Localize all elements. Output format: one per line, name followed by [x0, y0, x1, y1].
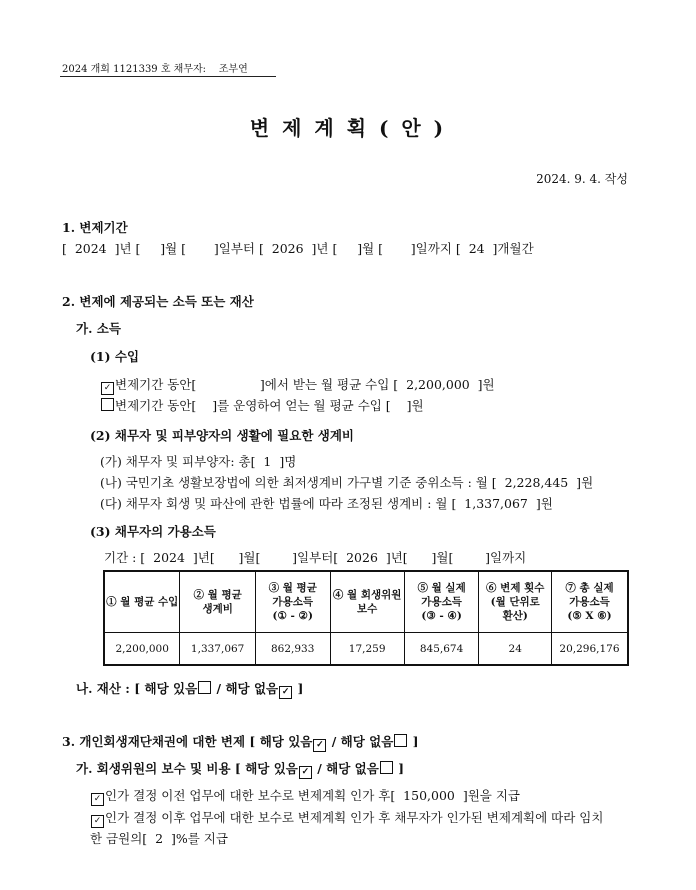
- col-total-available: ⑦ 총 실제 가용소득 (⑤ X ⑥): [551, 571, 628, 633]
- living-cost-heading: (2) 채무자 및 피부양자의 생활에 필요한 생계비: [90, 428, 354, 443]
- business-checkbox[interactable]: [101, 398, 114, 411]
- dependents-line: (가) 채무자 및 피부양자: 총[ 1 ]명: [100, 454, 297, 469]
- income-subheading: 가. 소득: [76, 321, 121, 336]
- pre-approval-fee-checkbox[interactable]: ✓: [91, 793, 104, 806]
- document-title: 변 제 계 획 ( 안 ): [249, 116, 447, 140]
- salary-checkbox[interactable]: ✓: [101, 382, 114, 395]
- header-underline: [60, 76, 276, 77]
- property-end: ]: [293, 681, 304, 696]
- section1-heading: 1. 변제기간: [62, 220, 128, 235]
- col-living-cost: ② 월 평균 생계비: [180, 571, 255, 633]
- cell-total-available: 20,296,176: [551, 633, 628, 666]
- post-approval-fee-line-2: 한 금원의[ 2 ]%를 지급: [90, 831, 228, 846]
- income-option-business: [100, 396, 424, 414]
- commissioner-fee-heading: [76, 759, 404, 779]
- pre-approval-fee-text: 인가 결정 이전 업무에 대한 보수로 변제계획 인가 후[ 150,000 ]원을 지급: [105, 788, 520, 803]
- commissioner-fee-end: ]: [393, 761, 405, 776]
- property-sep: / 해당 없음: [212, 681, 279, 696]
- table-header-row: [104, 571, 628, 633]
- available-income-heading: (3) 채무자의 가용소득: [90, 524, 216, 539]
- median-income-line: (나) 국민기초 생활보장법에 의한 최저생계비 가구별 기준 중위소득 : 월 [ 2,228,445 ]원: [100, 475, 594, 490]
- estate-claim-yes-checkbox[interactable]: ✓: [313, 739, 326, 752]
- post-approval-fee-line: [90, 808, 603, 828]
- income-option-salary-text: 변제기간 동안[ ]에서 받는 월 평균 수입 [ 2,200,000 ]원: [115, 377, 495, 392]
- col-monthly-income: ① 월 평균 수입: [104, 571, 180, 633]
- income-heading: (1) 수입: [90, 349, 140, 364]
- debtor-name: 조부연: [218, 64, 248, 75]
- section2-heading: 2. 변제에 제공되는 소득 또는 재산: [62, 294, 254, 309]
- income-option-business-text: 변제기간 동안[ ]를 운영하여 얻는 월 평균 수입 [ ]원: [115, 398, 424, 413]
- repayment-period-line: [ 2024 ]년 [ ]월 [ ]일부터 [ 2026 ]년 [ ]월 [ ]일까지 [ 24 ]개월간: [62, 241, 534, 256]
- cell-living-cost: 1,337,067: [180, 633, 255, 666]
- document-date: 2024. 9. 4. 작성: [536, 172, 628, 186]
- post-approval-fee-checkbox[interactable]: ✓: [91, 815, 104, 828]
- col-actual-available: ⑤ 월 실제 가용소득 (③ - ④): [404, 571, 479, 633]
- section3-label: 3. 개인회생재단채권에 대한 변제 [ 해당 있음: [62, 734, 313, 749]
- col-commissioner-fee: ④ 월 회생위원 보수: [330, 571, 404, 633]
- cell-repayment-count: 24: [479, 633, 552, 666]
- commissioner-fee-sep: / 해당 없음: [312, 761, 379, 776]
- available-income-table: [103, 570, 629, 666]
- cell-actual-available: 845,674: [404, 633, 479, 666]
- post-approval-fee-text: 인가 결정 이후 업무에 대한 보수로 변제계획 인가 후 채무자가 인가된 변제계획에 따라 임치: [105, 810, 604, 825]
- col-available-income: ③ 월 평균 가용소득 (① - ②): [255, 571, 330, 633]
- property-label: 나. 재산 : [ 해당 있음: [76, 681, 198, 696]
- property-line: [76, 679, 303, 699]
- col-repayment-count: ⑥ 변제 횟수 (월 단위로 환산): [479, 571, 552, 633]
- commissioner-fee-yes-checkbox[interactable]: ✓: [299, 766, 312, 779]
- section3-end: ]: [408, 734, 419, 749]
- case-number: 2024 개회 1121339 호 채무자:: [62, 64, 207, 75]
- cell-monthly-income: 2,200,000: [104, 633, 180, 666]
- available-income-period: 기간 : [ 2024 ]년[ ]월[ ]일부터[ 2026 ]년[ ]월[ ]일까지: [104, 550, 527, 565]
- adjusted-living-cost-line: (다) 채무자 회생 및 파산에 관한 법률에 따라 조정된 생계비 : 월 [ 1,337,067 ]원: [100, 496, 553, 511]
- estate-claim-no-checkbox[interactable]: [394, 734, 407, 747]
- case-header: [62, 60, 248, 75]
- cell-commissioner-fee: 17,259: [330, 633, 404, 666]
- cell-available-income: 862,933: [255, 633, 330, 666]
- commissioner-fee-no-checkbox[interactable]: [380, 761, 393, 774]
- pre-approval-fee-line: [90, 786, 520, 806]
- section3-heading: [62, 732, 419, 752]
- section3-sep: / 해당 없음: [327, 734, 394, 749]
- commissioner-fee-label: 가. 회생위원의 보수 및 비용 [ 해당 있음: [76, 761, 298, 776]
- table-row: [104, 633, 628, 666]
- income-option-salary: [100, 375, 495, 395]
- property-yes-checkbox[interactable]: [198, 681, 211, 694]
- property-no-checkbox[interactable]: ✓: [279, 686, 292, 699]
